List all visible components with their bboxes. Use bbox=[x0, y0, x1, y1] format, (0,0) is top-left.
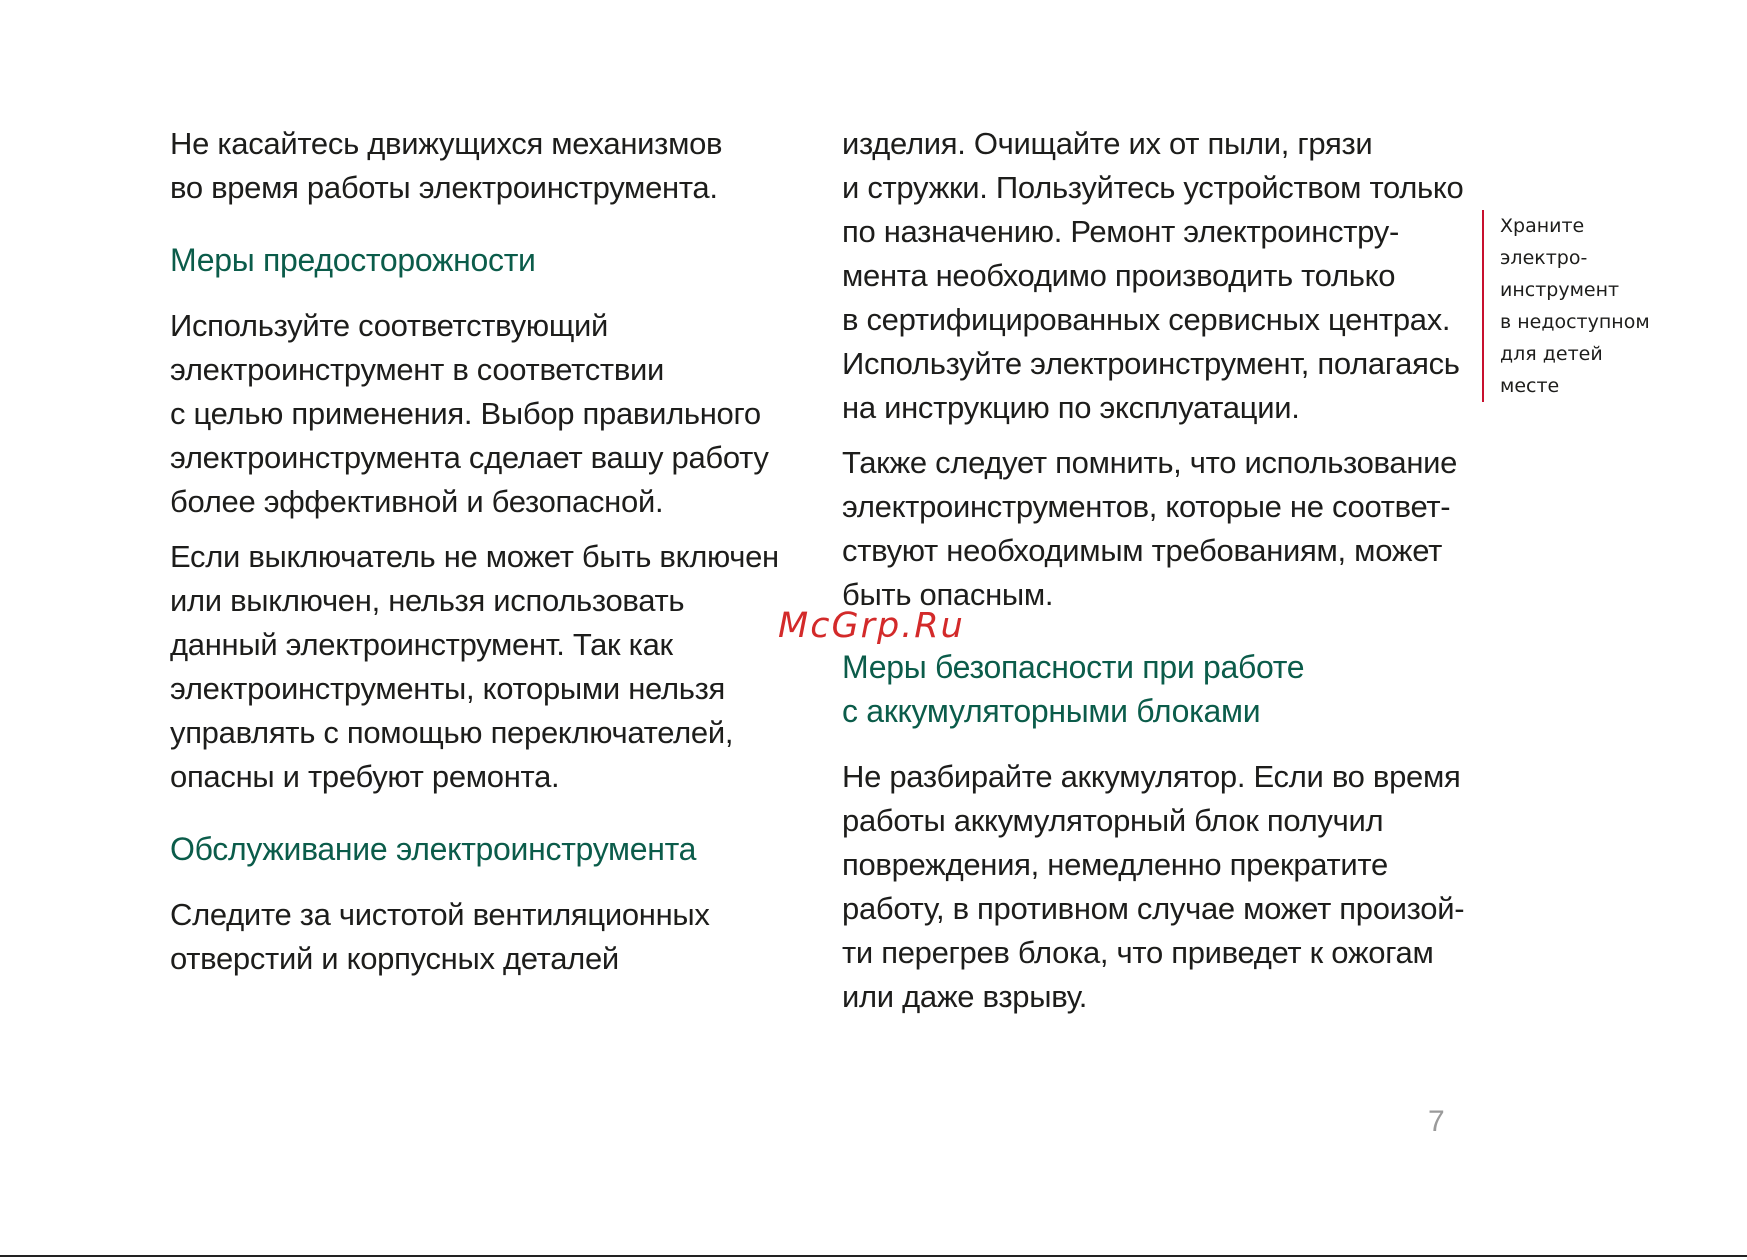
paragraph-maintenance bbox=[170, 893, 770, 981]
page-number: 7 bbox=[1428, 1105, 1445, 1138]
paragraph-also bbox=[842, 441, 1462, 617]
paragraph-use-tool bbox=[170, 304, 770, 524]
sidenote-line: в недоступном bbox=[1500, 311, 1650, 333]
sidenote-line: для детей bbox=[1500, 343, 1603, 365]
heading-maintenance: Обслуживание электроинструмента bbox=[170, 831, 697, 867]
text-line: повреждения, немедленно прекратите bbox=[842, 847, 1388, 882]
sidenote-line: Храните bbox=[1500, 215, 1585, 237]
watermark: McGrp.Ru bbox=[778, 606, 965, 646]
right-column bbox=[842, 122, 1465, 1030]
heading-battery-safety bbox=[842, 645, 1462, 733]
text-line: изделия. Очищайте их от пыли, грязи bbox=[842, 126, 1373, 161]
text-line: ствуют необходимым требованиям, может bbox=[842, 533, 1443, 568]
text-line: работу, в противном случае может произой- bbox=[842, 891, 1465, 926]
text-line: Если выключатель не может быть включен bbox=[170, 539, 779, 574]
text-line: в сертифицированных сервисных центрах. bbox=[842, 302, 1451, 337]
text-line: Также следует помнить, что использование bbox=[842, 445, 1458, 480]
text-line: во время работы электроинструмента. bbox=[170, 170, 718, 205]
sidenote-line: месте bbox=[1500, 375, 1560, 397]
bottom-divider bbox=[0, 1255, 1747, 1257]
text-line: Не касайтесь движущихся механизмов bbox=[170, 126, 723, 161]
text-line: более эффективной и безопасной. bbox=[170, 484, 664, 519]
sidenote-line: электро- bbox=[1500, 247, 1588, 269]
text-line: с целью применения. Выбор правильного bbox=[170, 396, 761, 431]
heading-line: с аккумуляторными блоками bbox=[842, 693, 1261, 729]
text-line: или даже взрыву. bbox=[842, 979, 1088, 1014]
text-line: ти перегрев блока, что приведет к ожогам bbox=[842, 935, 1434, 970]
heading-line: Меры безопасности при работе bbox=[842, 649, 1305, 685]
text-line: электроинструменты, которыми нельзя bbox=[170, 671, 726, 706]
paragraph-switch bbox=[170, 535, 779, 799]
text-line: управлять с помощью переключателей, bbox=[170, 715, 734, 750]
text-line: Следите за чистотой вентиляционных bbox=[170, 897, 710, 932]
text-line: Используйте соответствующий bbox=[170, 308, 609, 343]
text-line: электроинструмент в соответствии bbox=[170, 352, 665, 387]
text-line: и стружки. Пользуйтесь устройством только bbox=[842, 170, 1464, 205]
paragraph-battery bbox=[842, 755, 1465, 1019]
paragraph-continued bbox=[842, 122, 1462, 430]
text-line: отверстий и корпусных деталей bbox=[170, 941, 619, 976]
sidenote-keep-away-from-children bbox=[1482, 210, 1680, 402]
text-line: по назначению. Ремонт электроинстру- bbox=[842, 214, 1399, 249]
text-line: быть опасным. bbox=[842, 577, 1054, 612]
text-line: Используйте электроинструмент, полагаясь bbox=[842, 346, 1460, 381]
text-line: на инструкцию по эксплуатации. bbox=[842, 390, 1300, 425]
text-line: работы аккумуляторный блок получил bbox=[842, 803, 1384, 838]
text-line: или выключен, нельзя использовать bbox=[170, 583, 685, 618]
text-line: опасны и требуют ремонта. bbox=[170, 759, 560, 794]
intro-paragraph bbox=[170, 122, 770, 210]
text-line: Не разбирайте аккумулятор. Если во время bbox=[842, 759, 1461, 794]
text-line: электроинструмента сделает вашу работу bbox=[170, 440, 769, 475]
text-line: электроинструментов, которые не соответ- bbox=[842, 489, 1451, 524]
text-line: данный электроинструмент. Так как bbox=[170, 627, 673, 662]
heading-precautions: Меры предосторожности bbox=[170, 242, 536, 278]
text-line: мента необходимо производить только bbox=[842, 258, 1396, 293]
sidenote-line: инструмент bbox=[1500, 279, 1620, 301]
left-column bbox=[170, 122, 779, 992]
